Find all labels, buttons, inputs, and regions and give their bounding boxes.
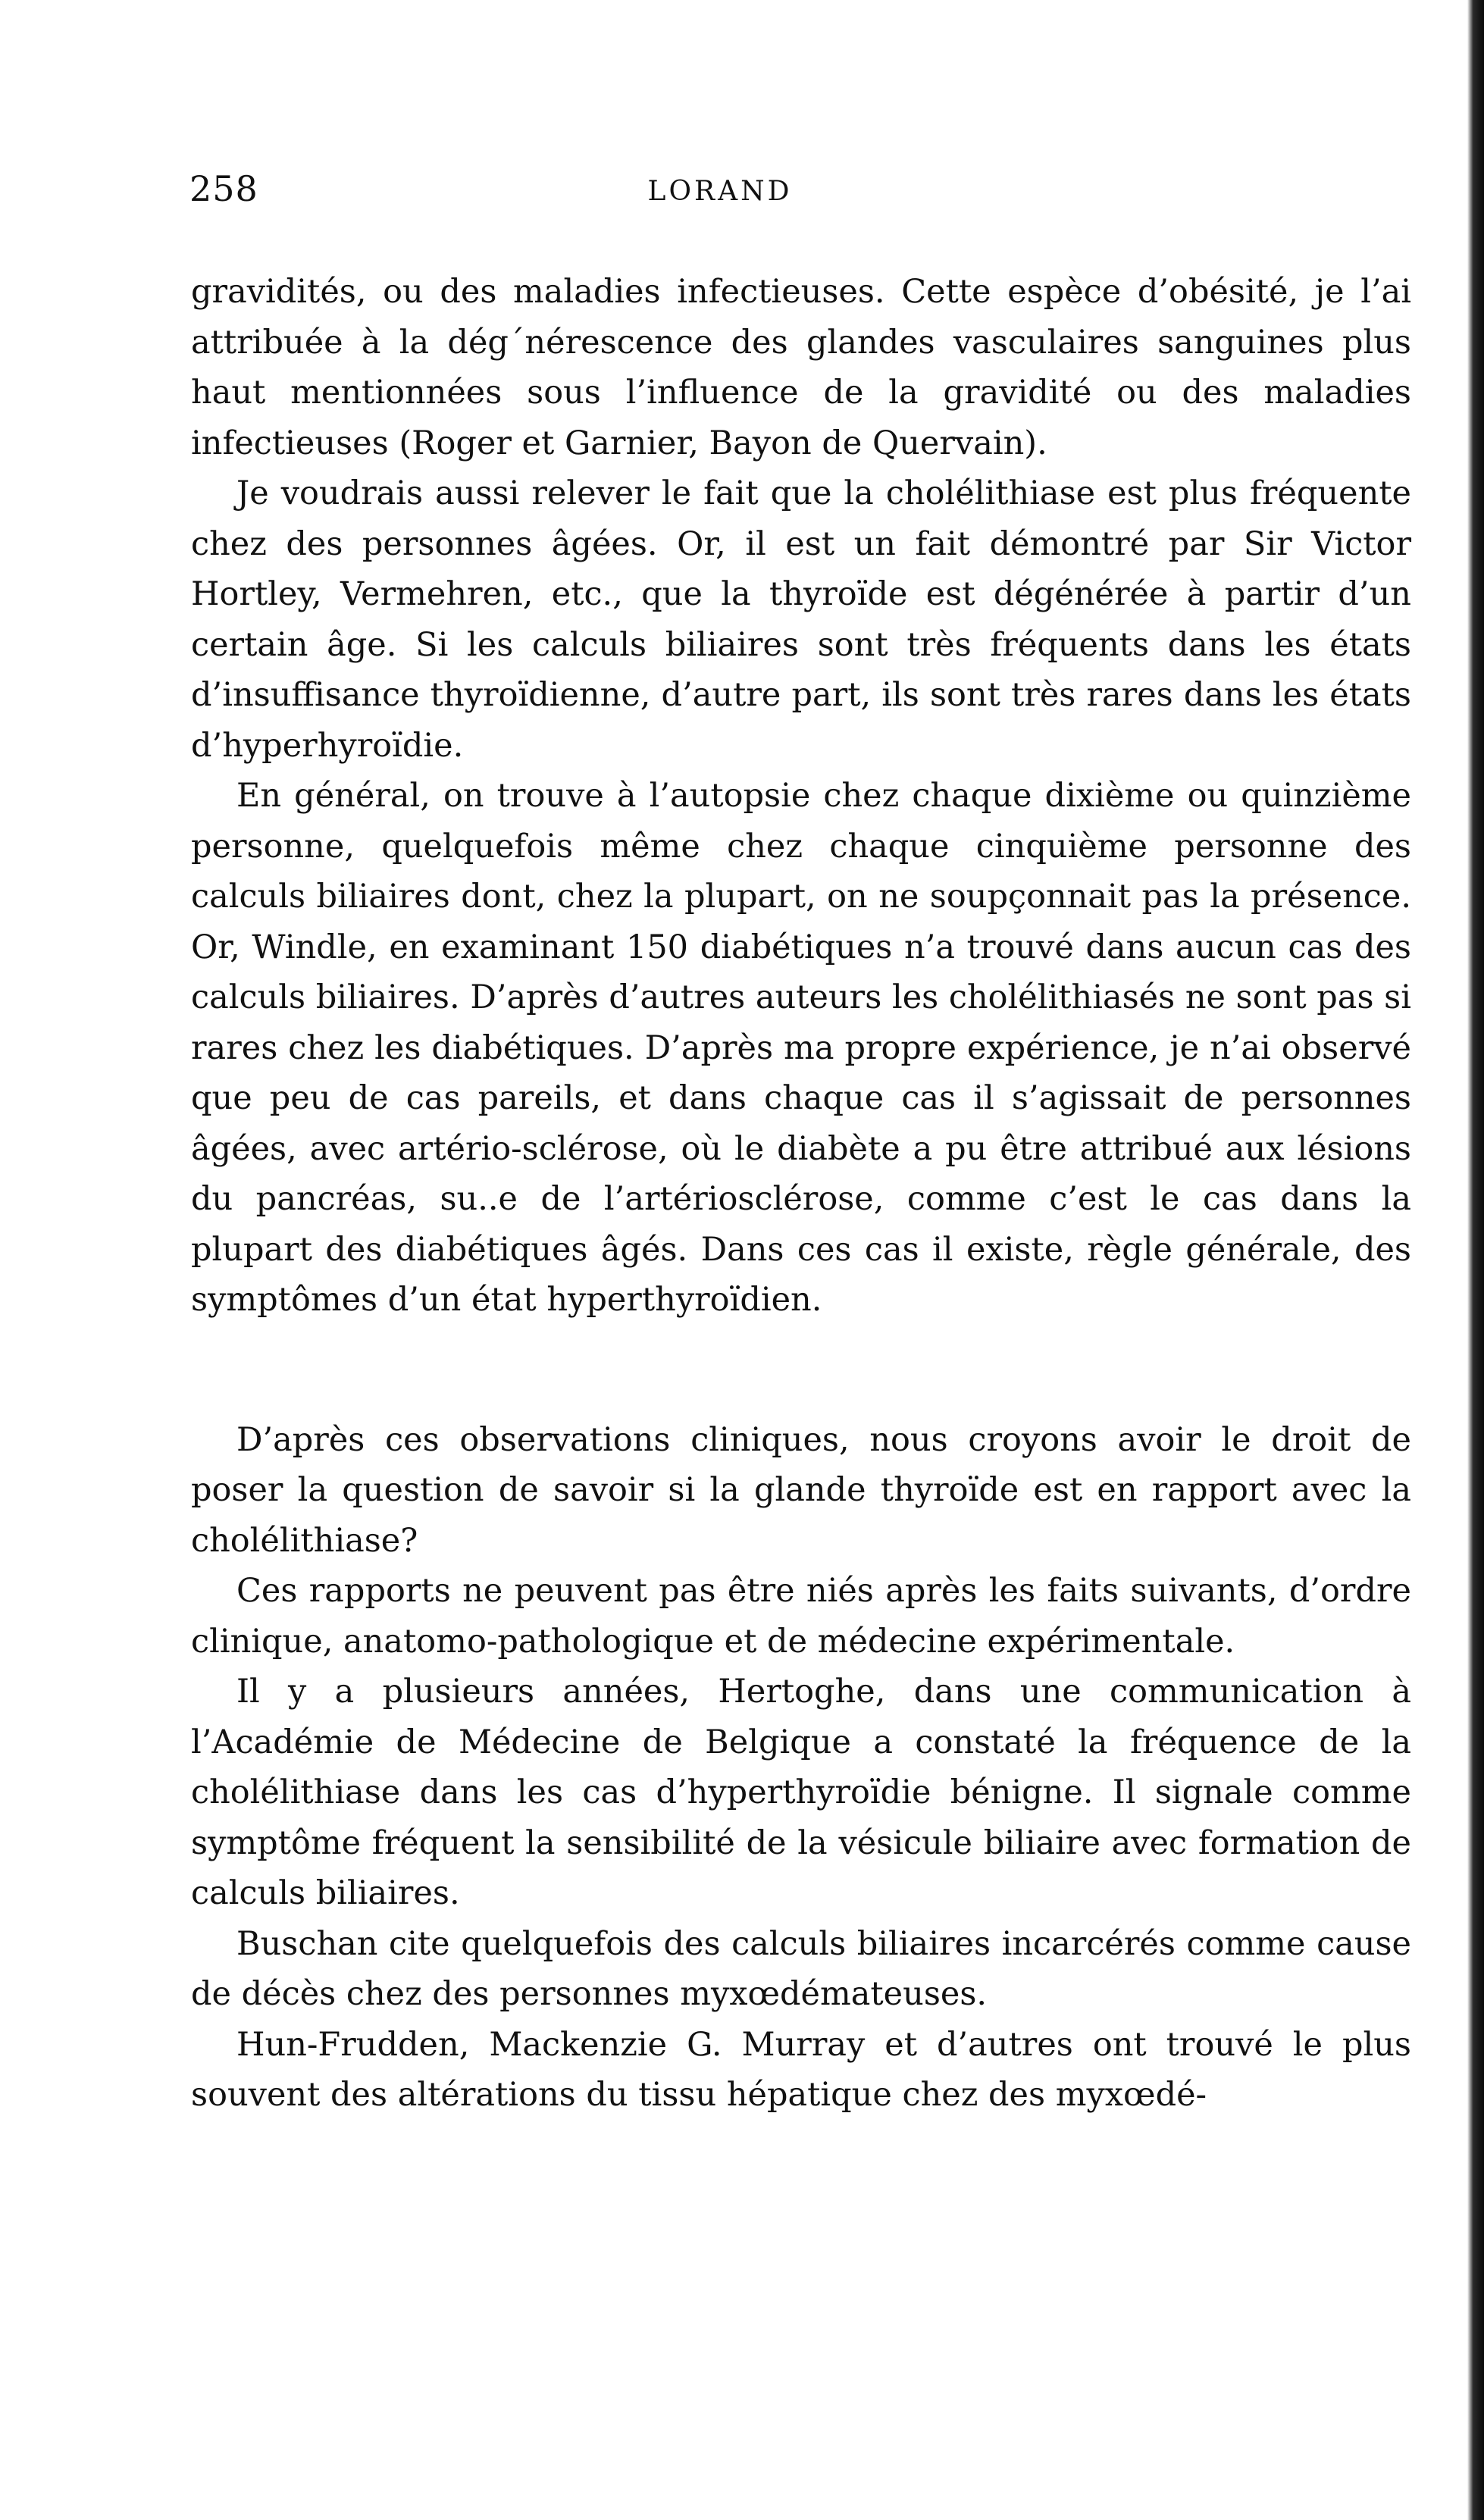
paragraph: Je voudrais aussi relever le fait que la cholélithiase est plus fréquente chez des personnes âgées. Or, il est un fait démontré par Sir Victor Hortley, Vermehren, etc., que la thyroïde est dégénérée à partir d’un certain âge. Si les calculs biliaires sont très fréquents dans les états d’insuffisance thyroïdienne, d’autre part, ils sont très rares dans les états d’hyperhyroïdie.: [191, 474, 1411, 765]
paragraph: Hun-Frudden, Mackenzie G. Murray et d’autres ont trouvé le plus souvent des altérations du tissu hépatique chez des myxœdé-: [191, 2025, 1411, 2114]
page-header: [189, 168, 1410, 214]
paragraph: Ces rapports ne peuvent pas être niés après les faits suivants, d’ordre clinique, anatomo-pathologique et de médecine expérimentale.: [191, 1572, 1411, 1661]
paragraph: D’après ces observations cliniques, nous croyons avoir le droit de poser la question de savoir si la glande thyroïde est en rapport avec la cholélithiase?: [191, 1420, 1411, 1560]
paragraph: Buschan cite quelquefois des calculs biliaires incarcérés comme cause de décès chez des personnes myxœdémateuses.: [191, 1924, 1411, 2013]
running-head: LORAND: [647, 176, 793, 207]
binding-edge: [1467, 0, 1484, 2520]
paragraph: En général, on trouve à l’autopsie chez chaque dixième ou quinzième personne, quelquefois même chez chaque cinquième personne des calculs biliaires dont, chez la plupart, on ne soupçonnait pas la présence. Or, Windle, en examinant 150 diabétiques n’a trouvé dans aucun cas des calculs biliaires. D’après d’autres auteurs les cholélithiasés ne sont pas si rares chez les diabétiques. D’après ma propre expérience, je n’ai observé que peu de cas pareils, et dans chaque cas il s’agissait de personnes âgées, avec artério-sclérose, où le diabète a pu être attribué aux lésions du pancréas, su..e de l’artériosclérose, comme c’est le cas dans la plupart des diabétiques âgés. Dans ces cas il existe, règle générale, des symptômes d’un état hyperthyroïdien.: [191, 777, 1411, 1319]
paragraph: Il y a plusieurs années, Hertoghe, dans une communication à l’Académie de Médecine de Belgique a constaté la fréquence de la cholélithiase dans les cas d’hyperthyroïdie bénigne. Il signale comme symptôme fréquent la sensibilité de la vésicule biliaire avec formation de calculs biliaires.: [191, 1673, 1411, 1912]
section-gap: [191, 1326, 1411, 1415]
paragraph-continuation: gravidités, ou des maladies infectieuses. Cette espèce d’obésité, je l’ai attribuée à la dég´nérescence des glandes vasculaires sanguines plus haut mentionnées sous l’influence de la gravidité ou des maladies infectieuses (Roger et Garnier, Bayon de Quervain).: [191, 273, 1411, 462]
body-text: [191, 267, 1411, 2121]
page-number: 258: [189, 168, 258, 209]
